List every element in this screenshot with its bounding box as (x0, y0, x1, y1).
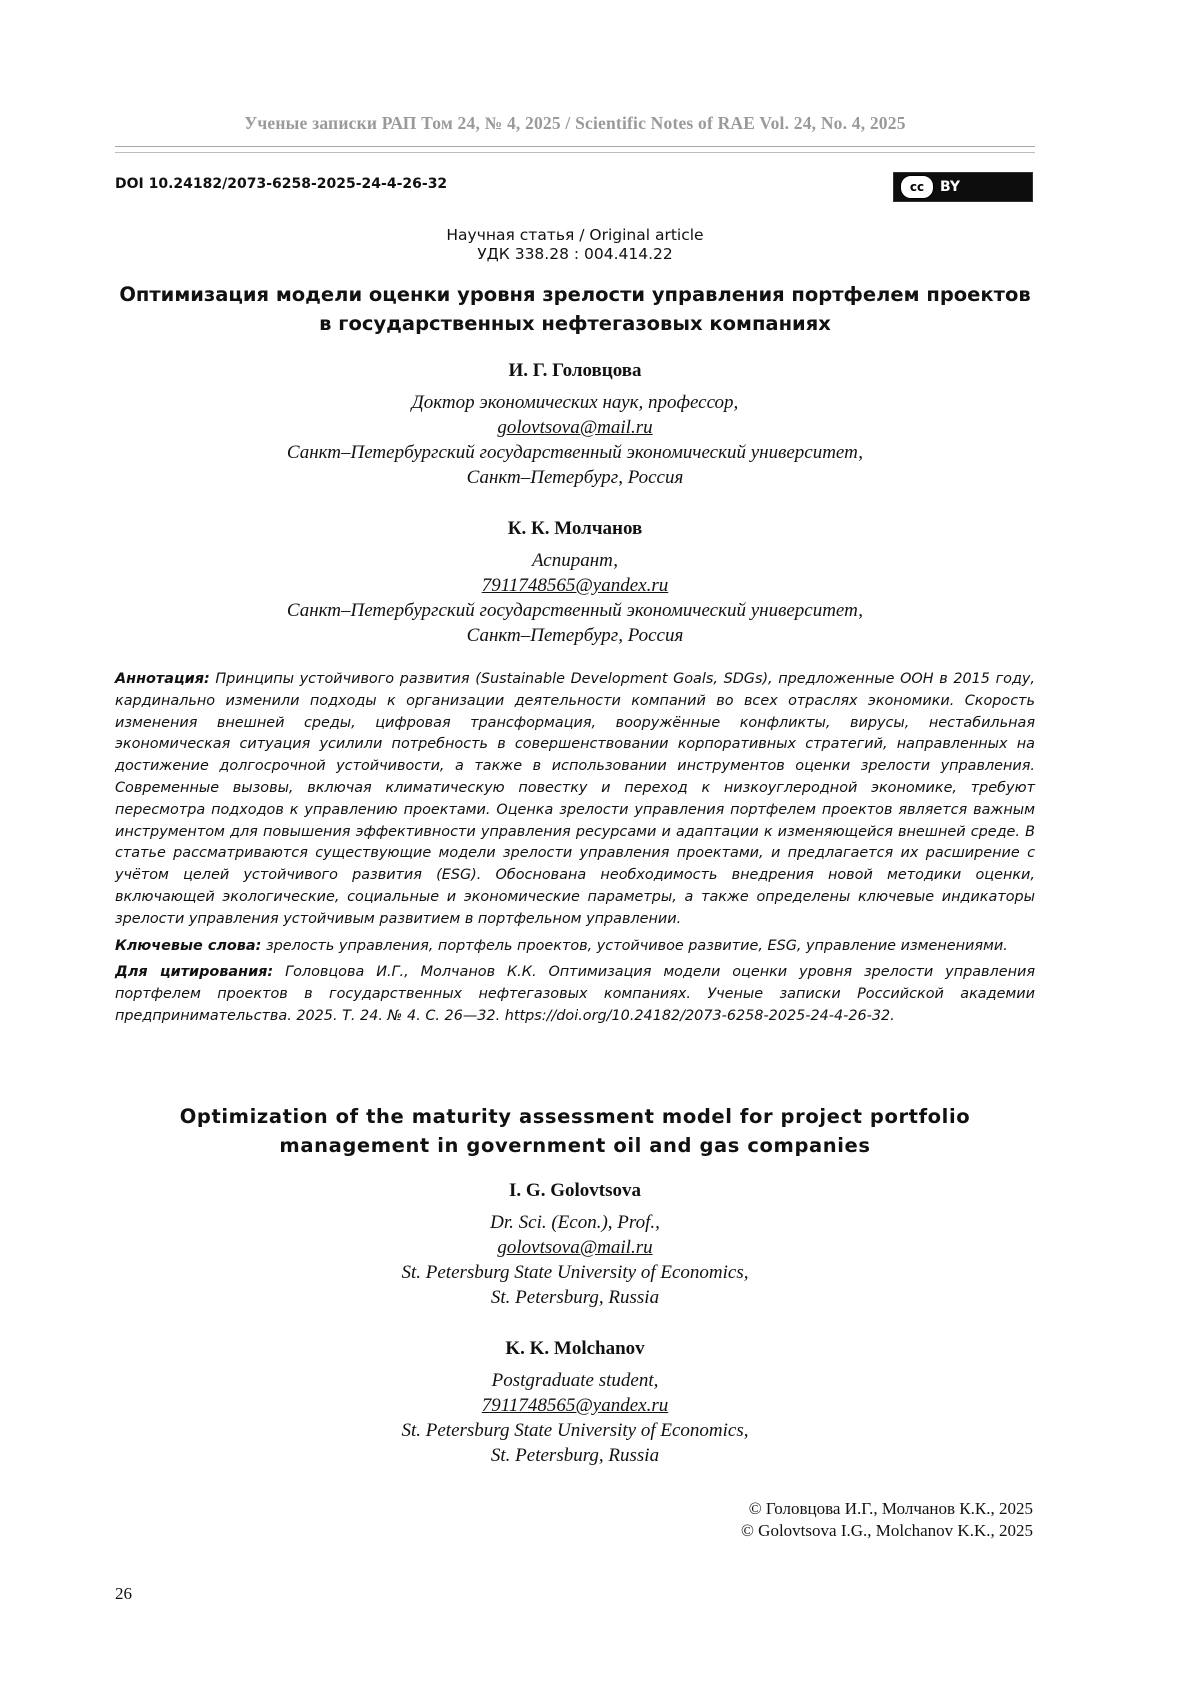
cc-by-license-badge (893, 172, 1033, 202)
author-details (115, 1368, 1035, 1468)
creative-commons-icon: cc (900, 175, 934, 199)
article-meta (115, 226, 1035, 264)
en-title (115, 1102, 1035, 1160)
author-affiliation: Санкт–Петербургский государственный экономический университет, (286, 442, 864, 463)
ru-title-line: Оптимизация модели оценки уровня зрелости управления портфелем проектов (119, 283, 1031, 306)
abstract-text: Принципы устойчивого развития (Sustainable Development Goals, SDGs), предложенные ООН в 2015 году, кардинально изменили подходы к организации деятельности компаний во всех отраслях экономики. Скорость изменения внешней среды, цифровая трансформация, вооружённые конфликты, вирусы, нестабильная экономическая ситуация усилили потребность в совершенствовании корпоративных стратегий, направленных на достижение долгосрочной устойчивости, а также в использовании инструментов оценки зрелости управления. Современные вызовы, включая климатическую повестку и переход к низкоуглеродной экономике, требуют пересмотра подходов к управлению проектами. Оценка зрелости управления портфелем проектов является важным инструментом для повышения эффективности управления ресурсами и адаптации к изменяющейся внешней среде. В статье рассматриваются существующие модели зрелости управления проектами, и предлагается их расширение с учётом целей устойчивого развития (ESG). Обоснована необходимость внедрения новой методики оценки, включающей экологические, социальные и экономические параметры, а также определены ключевые индикаторы зрелости управления устойчивым развитием в портфельном управлении. (115, 671, 1035, 927)
en-title-line: management in government oil and gas companies (279, 1134, 871, 1157)
abstract (115, 669, 1035, 931)
page-number: 26 (115, 1584, 132, 1603)
author-name: И. Г. Головцова (508, 360, 642, 381)
author-name: К. К. Молчанов (507, 518, 643, 539)
udc-code: УДК 338.28 : 004.414.22 (477, 245, 673, 263)
header-rule-thin (115, 152, 1035, 153)
en-author-1 (115, 1180, 1035, 1310)
author-name: K. K. Molchanov (505, 1338, 645, 1359)
author-city: Санкт–Петербург, Россия (466, 625, 684, 646)
ru-author-2 (115, 518, 1035, 648)
author-position: Доктор экономических наук, профессор, (411, 392, 739, 413)
citation-text: Головцова И.Г., Молчанов К.К. Оптимизация модели оценки уровня зрелости управления портфелем проектов в государственных нефтегазовых компаниях. Ученые записки Российской академии предпринимательства. 2025. Т. 24. № 4. С. 26—32. https://doi.org/10.24182/2073-6258-2025-24-4-26-32. (115, 964, 1036, 1024)
en-title-line: Optimization of the maturity assessment model for project portfolio (179, 1105, 971, 1128)
author-details (115, 548, 1035, 648)
author-email-link[interactable]: 7911748565@yandex.ru (481, 575, 669, 596)
author-affiliation: St. Petersburg State University of Economics, (401, 1262, 749, 1283)
keywords-text: зрелость управления, портфель проектов, устойчивое развитие, ESG, управление изменениями. (265, 937, 1008, 954)
license-by-label: BY (940, 179, 961, 195)
copyright-ru: © Головцова И.Г., Молчанов К.К., 2025 (748, 1499, 1033, 1518)
citation (115, 962, 1035, 1027)
author-affiliation: St. Petersburg State University of Economics, (401, 1420, 749, 1441)
ru-title-line: в государственных нефтегазовых компаниях (319, 312, 831, 335)
author-city: St. Petersburg, Russia (490, 1287, 660, 1308)
citation-label: Для цитирования: (115, 964, 274, 981)
abstract-label: Аннотация: (115, 671, 210, 687)
article-type: Научная статья / Original article (446, 226, 704, 244)
author-city: Санкт–Петербург, Россия (466, 467, 684, 488)
author-name: I. G. Golovtsova (509, 1180, 641, 1201)
header-rule (115, 146, 1035, 147)
author-city: St. Petersburg, Russia (490, 1445, 660, 1466)
keywords-label: Ключевые слова: (115, 937, 262, 954)
copyright-en: © Golovtsova I.G., Molchanov K.K., 2025 (741, 1521, 1033, 1540)
running-header: Ученые записки РАП Том 24, № 4, 2025 / Scientific Notes of RAE Vol. 24, No. 4, 2025 (244, 113, 906, 133)
author-position: Postgraduate student, (491, 1370, 659, 1391)
ru-author-1 (115, 360, 1035, 490)
keywords (115, 936, 1035, 958)
ru-title (115, 280, 1035, 338)
author-position: Аспирант, (531, 550, 619, 571)
copyright-notice (741, 1498, 1033, 1542)
author-position: Dr. Sci. (Econ.), Prof., (490, 1212, 660, 1233)
en-author-2 (115, 1338, 1035, 1468)
author-email-link[interactable]: golovtsova@mail.ru (497, 417, 653, 438)
author-affiliation: Санкт–Петербургский государственный экономический университет, (286, 600, 864, 621)
author-email-link[interactable]: golovtsova@mail.ru (497, 1237, 653, 1258)
author-email-link[interactable]: 7911748565@yandex.ru (481, 1395, 669, 1416)
author-details (115, 1210, 1035, 1310)
abstract-section (115, 669, 1035, 1033)
author-details (115, 390, 1035, 490)
doi: DOI 10.24182/2073-6258-2025-24-4-26-32 (115, 176, 448, 192)
